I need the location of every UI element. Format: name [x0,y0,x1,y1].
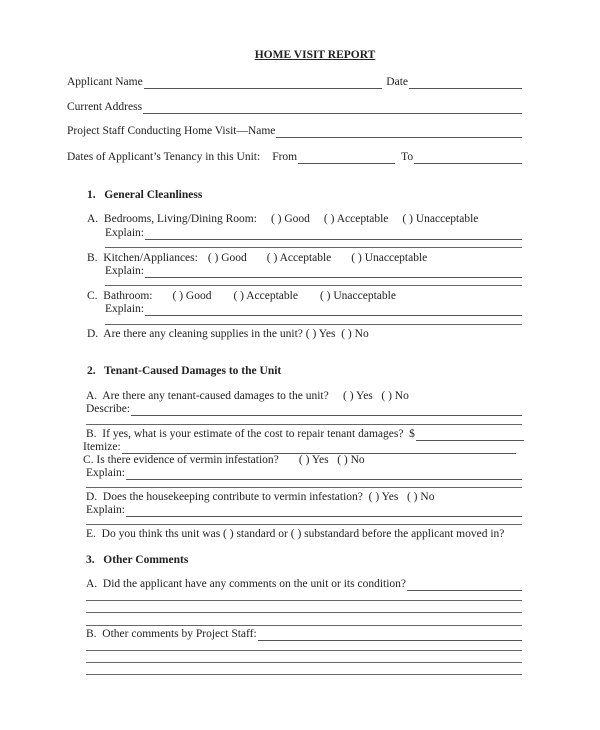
explain-label: Explain: [105,303,144,315]
blank-line[interactable] [86,650,522,651]
option-good[interactable]: ( ) Good [172,290,212,302]
item-3a [86,577,522,591]
blank-line[interactable] [105,324,522,325]
explain-field[interactable] [145,304,522,316]
blank-line[interactable] [86,424,522,425]
staff-name-field[interactable] [276,126,522,138]
date-label: Date [386,76,408,88]
blank-line[interactable] [86,487,522,488]
current-address-label: Current Address [67,101,143,113]
describe-row [86,402,522,416]
blank-line[interactable] [105,247,522,248]
staff-row [67,124,522,138]
explain-label: Explain: [86,467,125,479]
to-label: To [401,151,414,163]
blank-line[interactable] [86,612,522,613]
section-3-heading: 3. Other Comments [86,554,189,566]
blank-line[interactable] [86,524,522,525]
applicant-name-row [67,75,522,89]
itemize-label: Itemize: [83,441,121,453]
blank-line[interactable] [105,285,522,286]
item-2b [86,427,524,441]
describe-label: Describe: [86,403,131,415]
item-2b-label: B. If yes, what is your estimate of the cost to repair tenant damages? $ [86,428,415,440]
item-2a: A. Are there any tenant-caused damages to the unit? ( ) Yes ( ) No [86,390,409,402]
blank-line[interactable] [86,600,522,601]
explain-row [105,264,522,278]
explain-row [105,226,522,240]
option-good[interactable]: ( ) Good [207,252,247,264]
applicant-comments-field[interactable] [407,579,522,591]
from-label: From [272,151,298,163]
item-2d: D. Does the housekeeping contribute to vermin infestation? ( ) Yes ( ) No [86,491,435,503]
explain-label: Explain: [105,227,144,239]
explain-field[interactable] [145,266,522,278]
to-field[interactable] [414,152,522,164]
current-address-field[interactable] [143,102,522,114]
item-1c-label: C. Bathroom: [87,290,153,302]
explain-row [86,466,522,480]
option-unacceptable[interactable]: ( ) Unacceptable [319,290,396,302]
item-1d: D. Are there any cleaning supplies in the unit? ( ) Yes ( ) No [87,328,369,340]
staff-label: Project Staff Conducting Home Visit—Name [67,125,276,137]
explain-row [86,503,522,517]
explain-label: Explain: [105,265,144,277]
explain-field[interactable] [126,468,522,480]
item-3b-label: B. Other comments by Project Staff: [86,628,257,640]
itemize-row [83,440,516,454]
staff-comments-field[interactable] [258,629,522,641]
item-2c: C. Is there evidence of vermin infestation? ( ) Yes ( ) No [83,454,365,466]
blank-line[interactable] [86,662,522,663]
explain-row [105,302,522,316]
describe-field[interactable] [131,404,522,416]
explain-label: Explain: [86,504,125,516]
tenancy-row [67,150,522,164]
applicant-name-field[interactable] [144,77,383,89]
title-text: HOME VISIT REPORT [254,49,376,61]
applicant-name-label: Applicant Name [67,76,143,88]
option-unacceptable[interactable]: ( ) Unacceptable [402,213,479,225]
option-acceptable[interactable]: ( ) Acceptable [266,252,332,264]
blank-line[interactable] [86,625,522,626]
from-field[interactable] [298,152,395,164]
tenancy-label: Dates of Applicant’s Tenancy in this Unit: [67,151,261,163]
item-3a-label: A. Did the applicant have any comments on the unit or its condition? [86,578,407,590]
option-unacceptable[interactable]: ( ) Unacceptable [351,252,428,264]
section-1-heading: 1. General Cleanliness [87,189,203,201]
item-1a [87,212,478,226]
item-1b-label: B. Kitchen/Appliances: [87,252,198,264]
page-title [0,49,600,61]
date-field[interactable] [409,77,522,89]
explain-field[interactable] [145,228,522,240]
option-acceptable[interactable]: ( ) Acceptable [323,213,389,225]
current-address-row [67,100,522,114]
explain-field[interactable] [126,505,522,517]
option-good[interactable]: ( ) Good [270,213,310,225]
option-acceptable[interactable]: ( ) Acceptable [233,290,298,302]
item-1c [87,289,396,303]
section-2-heading: 2. Tenant-Caused Damages to the Unit [87,365,282,377]
item-2e: E. Do you think ths unit was ( ) standard or ( ) substandard before the applicant moved in? [86,528,505,540]
blank-line[interactable] [86,674,522,675]
item-3b [86,627,522,641]
item-1a-label: A. Bedrooms, Living/Dining Room: [87,213,257,225]
item-1b [87,251,427,265]
